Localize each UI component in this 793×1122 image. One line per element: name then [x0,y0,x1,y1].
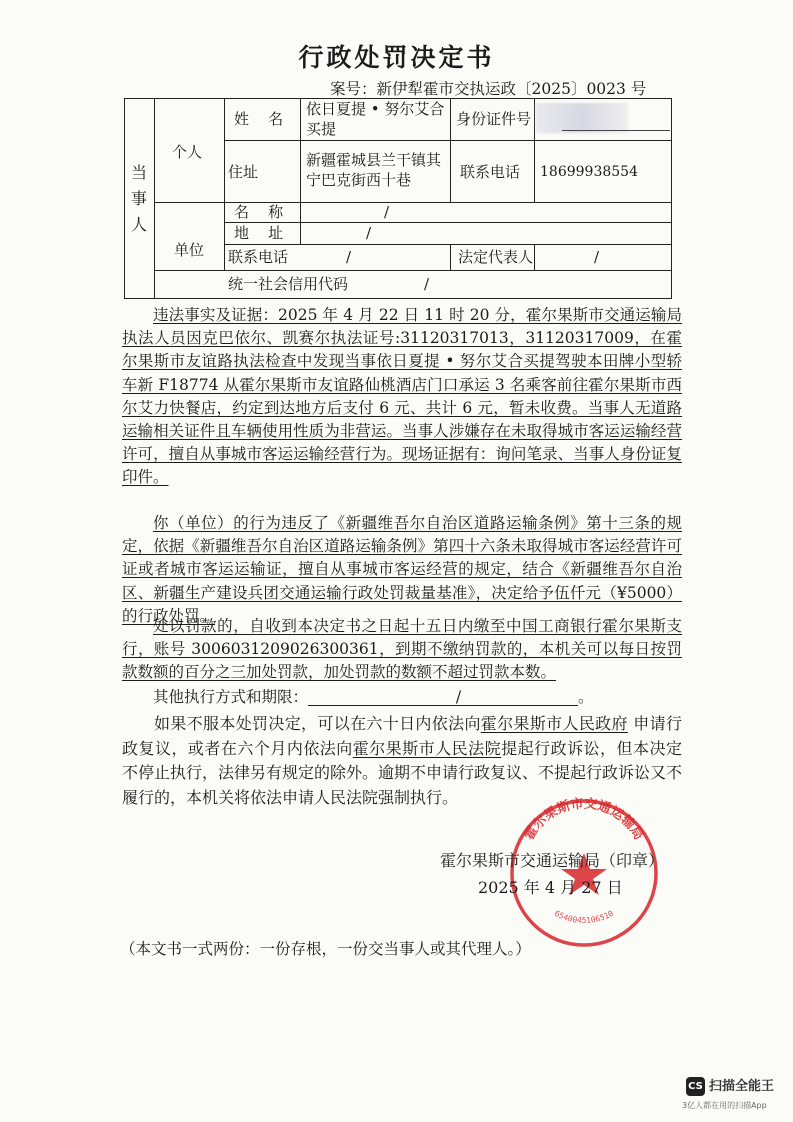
facts-label: 违法事实及证据： [153,306,279,324]
payment-text: 处以罚款的，自收到本决定书之日起十五日内缴至中国工商银行霍尔果斯支行，账号 3006031209026300361，到期不缴纳罚款的，本机关可以每日按罚款数额的百分之三加处罚款，加处罚款的数额不超过罚款本数。 [122,617,682,682]
unit-phone-label: 联系电话 [228,248,289,266]
address-value: 新疆霍城县兰干镇其宁巴克街西十巷 [306,151,442,189]
issue-date: 2025 年 4 月 27 日 [478,878,623,897]
party-row-header: 当事人 [130,163,147,234]
decision-text: 你（单位）的行为违反了《新疆维吾尔自治区道路运输条例》第十三条的规定，依据《新疆维吾尔自治区道路运输条例》第四十六条未取得城市客运经营许可证或者城市客运运输证，擅自从事城市客运经营的规定，结合《新疆维吾尔自治区、新疆生产建设兵团交通运输行政处罚裁量基准》，决定给予伍仟元（¥5000）的行政处罚。 [122,514,682,625]
svg-text:6540045106510 [553,909,615,925]
credit-code-value: / [424,275,430,293]
id-number-redacted [536,103,628,133]
appeal-government: 霍尔果斯市人民政府 [480,714,628,733]
other-execution-label: 其他执行方式和期限： [153,688,309,706]
scanner-app-name: 扫描全能王 [709,1079,775,1094]
unit-address-value: / [366,224,372,242]
appeal-court: 霍尔果斯市人民法院 [352,738,502,758]
legal-rep-label: 法定代表人 [458,248,534,266]
address-label: 住址 [228,163,259,181]
stamp-number: 6540045106510 [553,908,615,925]
unit-name-label: 名 称 [234,203,284,221]
legal-rep-value: / [594,248,600,266]
facts-text: 2025 年 4 月 22 日 11 时 20 分，霍尔果斯市交通运输局执法人员因克巴依尔、凯赛尔执法证号:31120317013，31120317009，在霍尔果斯市友谊路执法检查中发现当事依日夏提 • 努尔艾合买提驾驶本田牌小型轿车新 F18774 从霍尔果斯市友谊路仙桃酒店门口承运 3 名乘客前往霍尔果斯市西尔艾力快餐店，约定到达地方后支付 6 元、共计 6 元，暂未收费。当事人无道路运输相关证件且车辆使用性质为非营运。当事人涉嫌存在未取得城市客运运输经营许可，擅自从事城市客运运输经营行为。现场证据有：询问笔录、当事人身份证复印件。 [122,306,682,487]
stamp-text: 霍尔果斯市交通运输局 [522,796,646,843]
scanner-tagline: 3亿人都在用的扫描App [682,1101,767,1110]
party-table [124,98,672,298]
phone-value: 18699938554 [540,164,638,180]
case-number: 案号：新伊犁霍市交执运政〔2025〕0023 号 [330,80,647,98]
appeal-text-c: 提起行政诉讼，但本决定不停止执行，法律另有规定的除外。逾期不申请行政复议、不提起行政诉讼又不履行的，本机关将依法申请人民法院强制执行。 [122,738,683,807]
credit-code-label: 统一社会信用代码 [228,275,349,293]
official-seal-stamp [506,795,662,951]
facts-section [122,304,682,490]
individual-section-label: 个人 [172,143,203,161]
issuer-signature: 霍尔果斯市交通运输局（印章） [440,851,665,870]
scanner-watermark [686,1075,774,1096]
unit-phone-value: / [346,248,352,266]
name-value: 依日夏提 • 努尔艾合买提 [306,100,445,138]
copies-note: （本文书一式两份：一份存根，一份交当事人或其代理人。） [120,940,531,958]
decision-section [122,512,682,628]
unit-name-value: / [384,203,390,221]
payment-section [122,615,682,685]
other-execution: 其他执行方式和期限： / 。 [153,688,594,706]
phone-label: 联系电话 [460,163,521,181]
name-label: 姓 名 [234,110,284,128]
unit-section-label: 单位 [174,241,205,259]
camscanner-logo-icon: CS [686,1077,705,1096]
appeal-text-b: 申请行政复议，或者在六个月内依法向 [122,714,682,758]
document-title: 行政处罚决定书 [298,43,495,72]
appeal-text-a: 如果不服本处罚决定，可以在六十日内依法向 [154,714,481,733]
id-number-label: 身份证件号 [456,110,532,128]
other-execution-value: / [308,686,578,706]
unit-address-label: 地 址 [234,224,284,242]
